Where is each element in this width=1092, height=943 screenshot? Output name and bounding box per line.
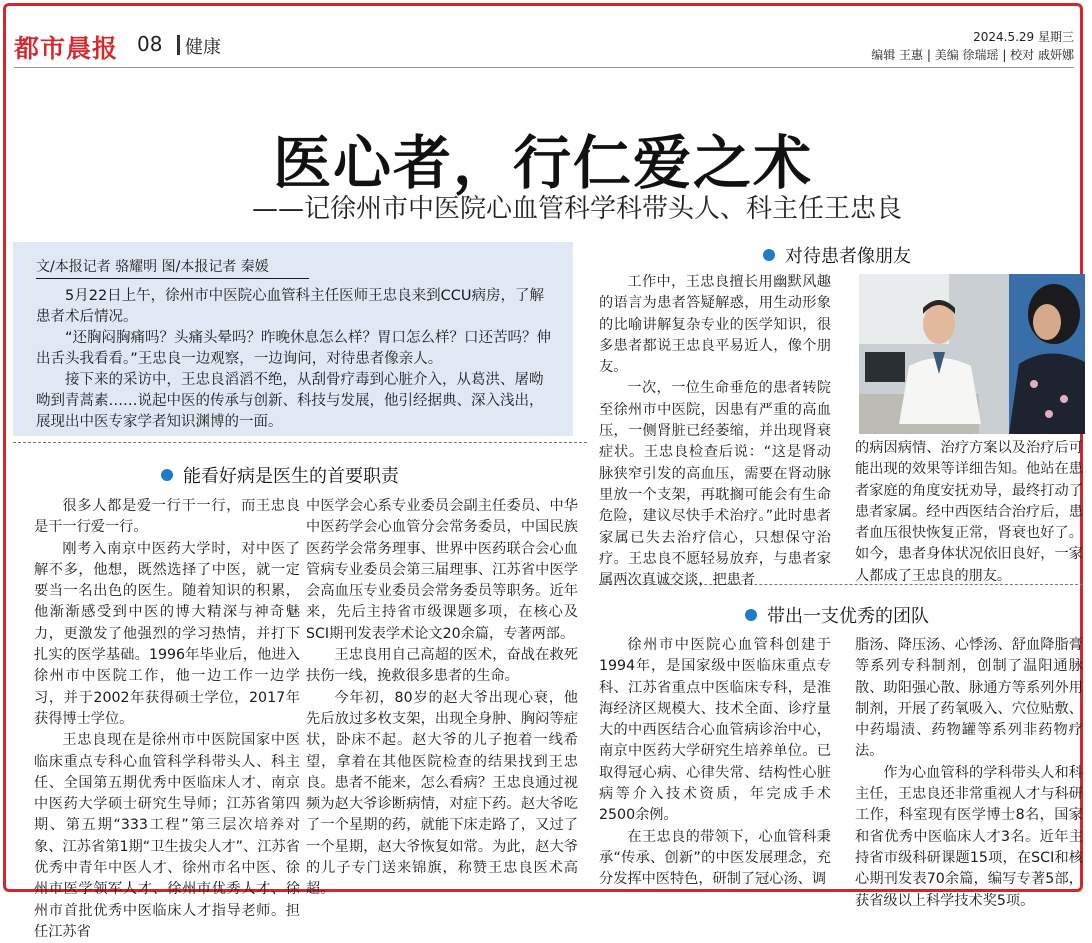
paragraph: 一次，一位生命垂危的患者转院至徐州市中医院，因患有严重的高血压，一侧肾脏已经萎缩，并出现肾衰症状。王忠良检查后说：“这是肾动脉狭窄引发的高血压，需要在肾动脉里放一个支架，再耽搁可能会有生命危险，建议尽快手术治疗。”此时患者家属已失去治疗信心，只想保守治疗。王忠良不愿轻易放弃，与患者家属两次真诚交谈，把患者 <box>599 380 831 589</box>
article-column <box>855 635 1083 912</box>
paragraph: 工作中，王忠良擅长用幽默风趣的语言为患者答疑解惑，用生动形象的比喻讲解复杂专业的医学知识，很多患者都说王忠良平易近人，像个朋友。 <box>599 274 831 376</box>
paragraph: 王忠良现在是徐州市中医院国家中医临床重点专科心血管科学科带头人、科主任、全国第五期优秀中医临床人才、南京中医药大学硕士研究生导师；江苏省第四期、第五期“333工程”第三层次培养对象、江苏省第1期“卫生拔尖人才”、江苏省优秀中青年中医人才、徐州市名中医、徐州市医学领军人才、徐州市优秀人才、徐州市首批优秀中医临床人才指导老师。担任江苏省 <box>34 732 300 940</box>
section-title: 对待患者像朋友 <box>763 242 911 268</box>
paragraph: 作为心血管科的学科带头人和科主任，王忠良还非常重视人才与科研工作，科室现有医学博士8名，国家和省优秀中医临床人才3名。近年主持省市级科研课题15项，在SCI和核心期刊发表70余篇，编写专著5部，获省级以上科学技术奖5项。 <box>855 764 1083 909</box>
paragraph: 中医学会心系专业委员会副主任委员、中华中医药学会心血管分会常务委员，中国民族医药学会常务理事、世界中医药联合会心血管病专业委员会第三届理事、江苏省中医学会高血压专业委员会常务委员等职务。近年来，先后主持省市级课题多项，在核心及SCI期刊发表学术论文20余篇，专著两部。 <box>306 498 578 642</box>
paragraph: 在王忠良的带领下，心血管科秉承“传承、创新”的中医发展理念，充分发挥中医特色，研制了冠心汤、调 <box>599 828 831 888</box>
section-title: 带出一支优秀的团队 <box>745 602 929 628</box>
intro-text <box>36 286 556 433</box>
section-title: 能看好病是医生的首要职责 <box>161 462 399 488</box>
headline: 医心者，行仁爱之术 <box>272 129 813 197</box>
subheadline: ——记徐州市中医院心血管科学科带头人、科主任王忠良 <box>252 194 903 224</box>
byline: 文/本报记者 骆耀明 图/本报记者 秦媛 <box>36 256 309 279</box>
paragraph: 脂汤、降压汤、心悸汤、舒血降脂膏等系列专科制剂，创制了温阳通脉散、助阳强心散、脉通方等系列外用制剂，开展了药氧吸入、穴位贴敷、中药塌渍、药物罐等系列非药物疗法。 <box>855 637 1083 760</box>
bullet-icon <box>161 469 173 481</box>
bullet-icon <box>745 609 757 621</box>
masthead <box>6 6 1080 66</box>
issue-date: 2024.5.29 星期三 <box>973 30 1074 44</box>
doctor-photo <box>859 274 1085 434</box>
page-frame <box>3 3 1083 940</box>
editor-credits: 编辑 王惠 | 美编 徐瑞瑶 | 校对 戚妍娜 <box>871 48 1074 62</box>
paragraph: 王忠良用自己高超的医术，奋战在救死扶伤一线，挽救很多患者的生命。 <box>306 647 578 685</box>
newspaper-logo: 都市晨报 <box>14 34 119 63</box>
doctor-photo-icon <box>859 274 1085 434</box>
article-column <box>599 272 831 591</box>
article-column <box>855 438 1083 587</box>
divider <box>177 35 180 55</box>
bullet-icon <box>763 249 775 261</box>
article-column <box>34 496 300 943</box>
paragraph: 徐州市中医院心血管科创建于1994年，是国家级中医临床重点专科、江苏省重点中医临床专科，是淮海经济区规模大、技术全面、诊疗量大的中西医结合心血管病诊治中心，南京中医药大学研究生培养单位。已取得冠心病、心律失常、结构性心脏病等介入技术资质，年完成手术2500余例。 <box>599 637 831 824</box>
article-column <box>306 496 578 901</box>
paragraph: 很多人都是爱一行干一行，而王忠良是干一行爱一行。 <box>34 498 300 536</box>
masthead-rule <box>14 67 1074 68</box>
intro-paragraph: 5月22日上午，徐州市中医院心血管科主任医师王忠良来到CCU病房，了解患者术后情况。 <box>36 288 545 325</box>
section-name: 健康 <box>185 37 221 58</box>
page-number: 08 <box>137 32 163 56</box>
intro-paragraph: 接下来的采访中，王忠良滔滔不绝，从刮骨疗毒到心脏介入，从葛洪、屠呦呦到青蒿素……说起中医的传承与创新、科技与发展，他引经据典、深入浅出，展现出中医专家学者知识渊博的一面。 <box>36 372 544 430</box>
paragraph: 刚考入南京中医药大学时，对中医了解不多，他想，既然选择了中医，就一定要当一名出色的医生。随着知识的积累，他渐渐感受到中医的博大精深与神奇魅力，更激发了他强烈的学习热情，并打下扎实的医学基础。1996年毕业后，他进入徐州市中医院工作，他一边工作一边学习，并于2002年获得硕士学位，2017年获得博士学位。 <box>34 540 300 727</box>
intro-paragraph: “还胸闷胸痛吗？头痛头晕吗？昨晚休息怎么样？胃口怎么样？口还苦吗？伸出舌头我看看。”王忠良一边观察，一边询问，对待患者像亲人。 <box>36 330 552 367</box>
article-column <box>599 635 831 891</box>
paragraph: 今年初，80岁的赵大爷出现心衰，他先后放过多枚支架，出现全身肿、胸闷等症状，卧床不起。赵大爷的儿子抱着一线希望，拿着在其他医院检查的结果找到王忠良。患者不能来，怎么看病？王忠良通过视频为赵大爷诊断病情，对症下药。赵大爷吃了一个星期的药，就能下床走路了，又过了一个星期，赵大爷恢复如常。为此，赵大爷的儿子专门送来锦旗，称赞王忠良医术高超。 <box>306 689 578 898</box>
dashed-divider <box>13 442 587 443</box>
paragraph: 的病因病情、治疗方案以及治疗后可能出现的效果等详细告知。他站在患者家庭的角度安抚劝导，最终打动了患者家属。经中西医结合治疗后，患者血压很快恢复正常，肾衰也好了。如今，患者身体状况依旧良好，一家人都成了王忠良的朋友。 <box>855 440 1083 584</box>
